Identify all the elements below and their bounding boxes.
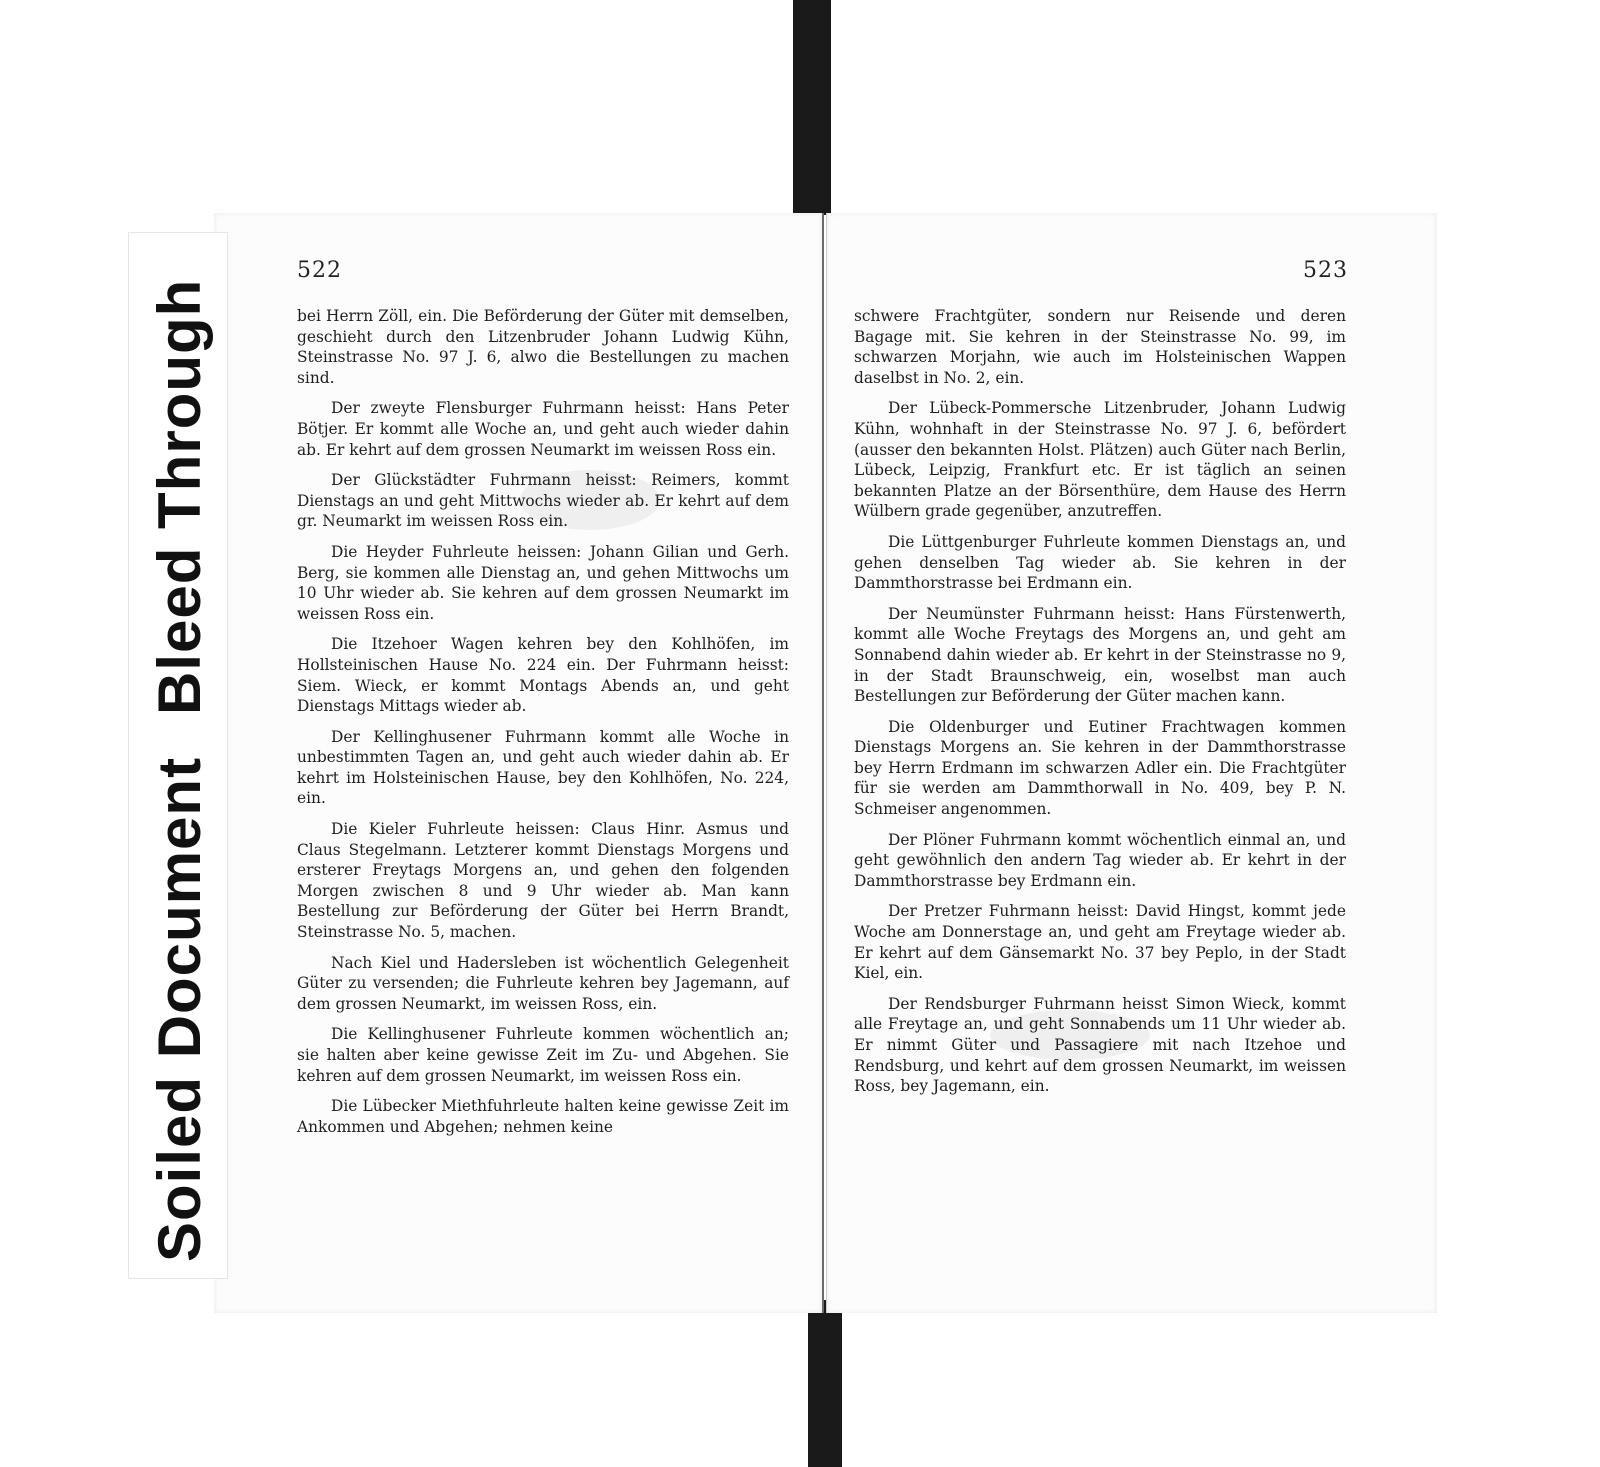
paragraph: Der Pretzer Fuhrmann heisst: David Hingst, kommt jede Woche am Donnerstage an, und geht am Freytage wieder ab. Er kehrt auf dem Gänsemarkt No. 37 bey Peplo, in der Stadt Kiel, ein. <box>854 902 1346 983</box>
paragraph: Der Lübeck-Pommersche Litzenbruder, Johann Ludwig Kühn, wohnhaft in der Steinstrasse No. 97 J. 6, befördert (ausser den bekannten Holst. Plätzen) auch Güter nach Berlin, Lübeck, Leipzig, Frankfurt etc. Er ist täglich an seinen bekannten Platze an der Börsenthüre, dem Hause des Herrn Wülbern grade gegenüber, anzutreffen. <box>854 399 1346 521</box>
paragraph: Die Kellinghusener Fuhrleute kommen wöchentlich an; sie halten aber keine gewisse Zeit im Zu- und Abgehen. Sie kehren auf dem grossen Neumarkt, im weissen Ross ein. <box>297 1025 789 1085</box>
spine-top-shadow <box>793 0 831 215</box>
paragraph: Nach Kiel und Hadersleben ist wöchentlich Gelegenheit Güter zu versenden; die Fuhrleute kehren bey Jagemann, auf dem grossen Neumarkt, im weissen Ross, ein. <box>297 953 789 1013</box>
left-text-column <box>297 306 789 1147</box>
paragraph: Der zweyte Flensburger Fuhrmann heisst: Hans Peter Bötjer. Er kommt alle Woche an, und geht auch wieder dahin ab. Er kehrt auf dem grossen Neumarkt im weissen Ross ein. <box>297 399 789 459</box>
bleed-through-label: Bleed Through <box>146 278 213 715</box>
paragraph: Die Lübecker Miethfuhrleute halten keine gewisse Zeit im Ankommen und Abgehen; nehmen keine <box>297 1097 789 1136</box>
spine-bottom-shadow <box>808 1300 842 1467</box>
page-number-left: 522 <box>297 258 342 283</box>
paragraph: schwere Frachtgüter, sondern nur Reisende und deren Bagage mit. Sie kehren in der Steinstrasse No. 99, im schwarzen Morjahn, wie auch im Holsteinischen Wappen daselbst in No. 2, ein. <box>854 307 1346 387</box>
paragraph: Der Rendsburger Fuhrmann heisst Simon Wieck, kommt alle Freytage an, und geht Sonnabends um 11 Uhr wieder ab. Er nimmt Güter und Passagiere mit nach Itzehoe und Rendsburg, und kehrt auf dem grossen Neumarkt, im weissen Ross, bey Jagemann, ein. <box>854 994 1346 1096</box>
paragraph: Der Plöner Fuhrmann kommt wöchentlich einmal an, und geht gewöhnlich den andern Tag wieder ab. Er kehrt in der Dammthorstrasse bey Erdmann ein. <box>854 830 1346 890</box>
paragraph: Die Heyder Fuhrleute heissen: Johann Gilian und Gerh. Berg, sie kommen alle Dienstag an, und gehen Mittwochs um 10 Uhr wieder ab. Sie kehren auf dem grossen Neumarkt im weissen Ross ein. <box>297 542 789 623</box>
paragraph: Der Kellinghusener Fuhrmann kommt alle Woche in unbestimmten Tagen an, und geht auch wieder dahin ab. Er kehrt im Holsteinischen Hause, bey den Kohlhöfen, No. 224, ein. <box>297 727 789 808</box>
right-text-column <box>854 306 1346 1107</box>
paragraph: Der Glückstädter Fuhrmann heisst: Reimers, kommt Dienstags an und geht Mittwochs wieder ab. Er kehrt auf dem gr. Neumarkt im weissen Ross ein. <box>297 471 789 531</box>
paragraph: Die Itzehoer Wagen kehren bey den Kohlhöfen, im Hollsteinischen Hause No. 224 ein. Der Fuhrmann heisst: Siem. Wieck, er kommt Montags Abends an, und geht Dienstags Mittags wieder ab. <box>297 635 789 716</box>
paragraph: bei Herrn Zöll, ein. Die Beförderung der Güter mit demselben, geschieht durch den Litzenbruder Johann Ludwig Kühn, Steinstrasse No. 97 J. 6, alwo die Bestellungen zu machen sind. <box>297 307 789 387</box>
paragraph: Die Lüttgenburger Fuhrleute kommen Dienstags an, und gehen denselben Tag wieder ab. Sie kehren in der Dammthorstrasse bei Erdmann ein. <box>854 532 1346 593</box>
page-number-right: 523 <box>1303 258 1348 283</box>
soiled-document-label: Soiled Document <box>146 756 213 1262</box>
paragraph: Die Oldenburger und Eutiner Frachtwagen kommen Dienstags Morgens an. Sie kehren in der Dammthorstrasse bey Herrn Erdmann im schwarzen Adler ein. Die Frachtgüter für sie werden am Dammthorwall in No. 409, bey P. N. Schmeiser angenommen. <box>854 717 1346 819</box>
paragraph: Der Neumünster Fuhrmann heisst: Hans Fürstenwerth, kommt alle Woche Freytags des Morgens an, und geht am Sonnabend dahin wieder ab. Er kehrt in der Steinstrasse no 9, in der Stadt Braunschweig, ein, woselbst man auch Bestellungen zur Beförderung der Güter machen kann. <box>854 604 1346 706</box>
paragraph: Die Kieler Fuhrleute heissen: Claus Hinr. Asmus und Claus Stegelmann. Letzterer kommt Dienstags Morgens und ersterer Freytags Morgens an, und gehen den folgenden Morgen zwischen 8 und 9 Uhr wieder ab. Man kann Bestellung zur Beförderung der Güter bei Herrn Brandt, Steinstrasse No. 5, machen. <box>297 820 789 942</box>
